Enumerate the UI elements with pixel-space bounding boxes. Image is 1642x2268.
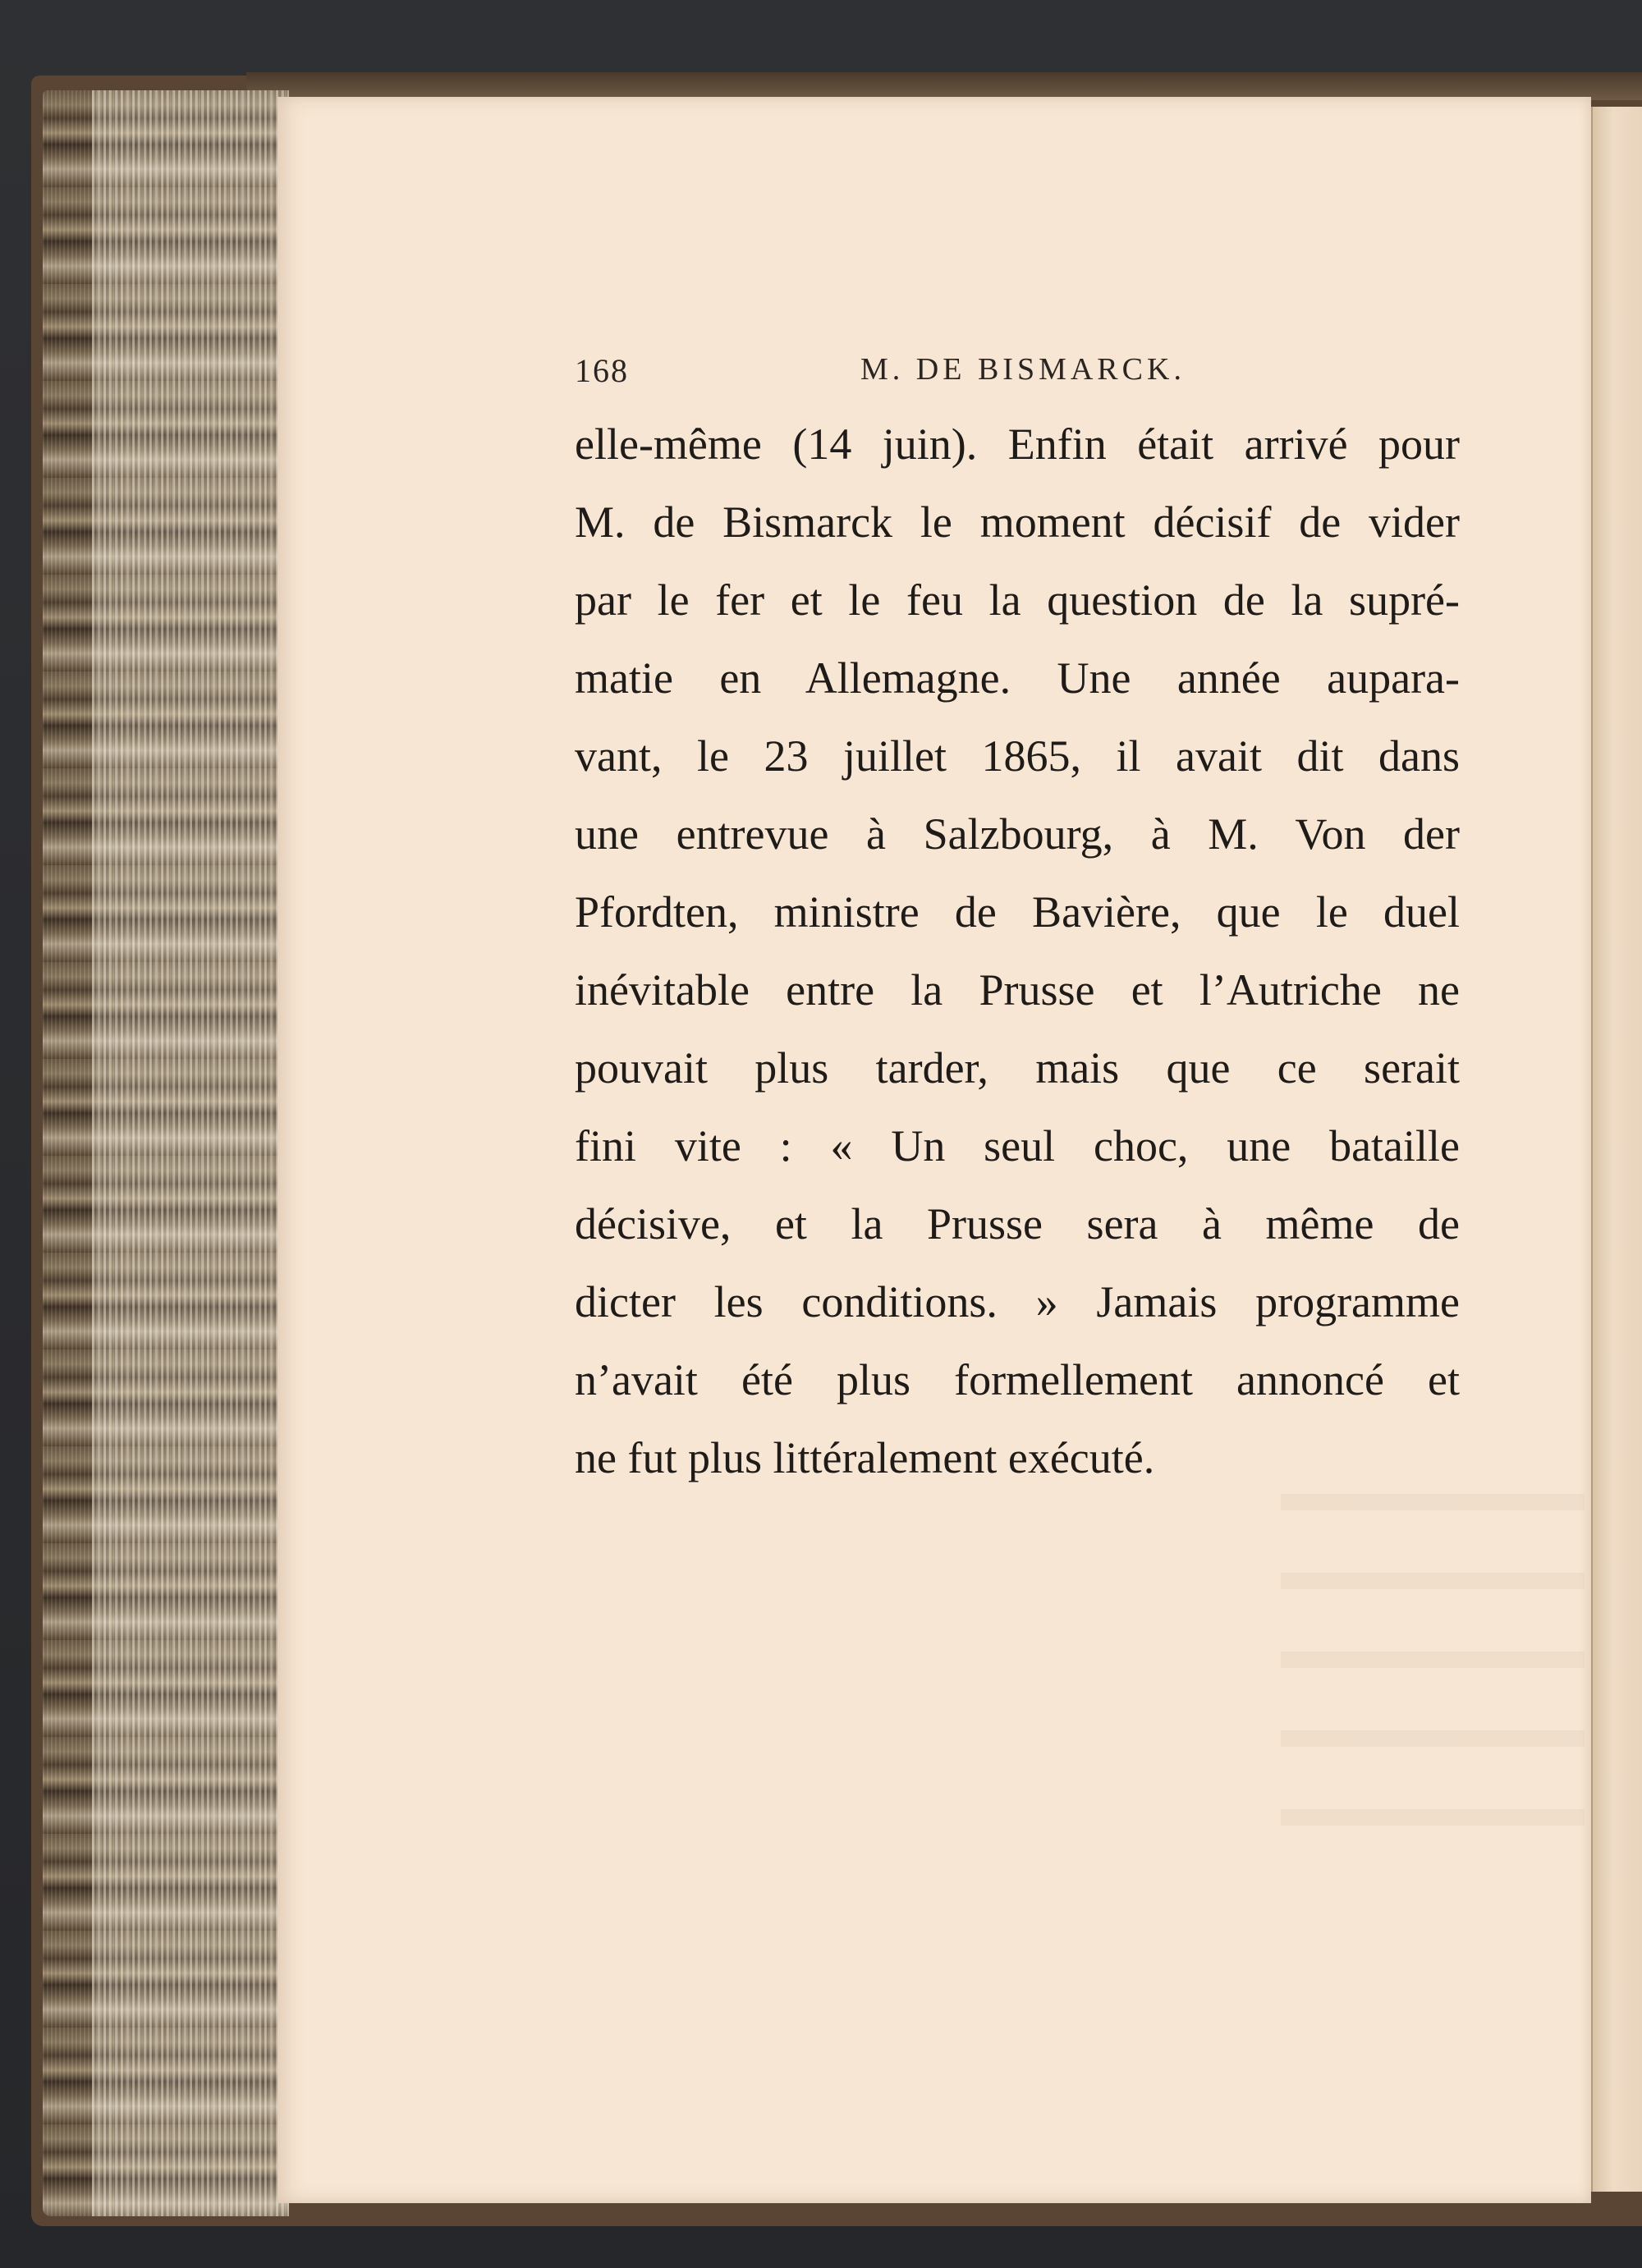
text-line: une entrevue à Salzbourg, à M. Von der xyxy=(575,809,1460,859)
body-paragraph xyxy=(575,405,1460,1497)
page-number: 168 xyxy=(575,352,629,389)
facing-page-edge xyxy=(1591,107,1642,2192)
text-line: vant, le 23 juillet 1865, il avait dit dans xyxy=(575,731,1460,781)
text-line: matie en Allemagne. Une année aupara- xyxy=(575,653,1460,703)
binding-top-strip xyxy=(246,72,1642,100)
text-line: pouvait plus tarder, mais que ce serait xyxy=(575,1043,1460,1093)
text-line: n’avait été plus formellement annoncé et xyxy=(575,1355,1460,1404)
marbled-page-edges xyxy=(43,90,289,2216)
bleed-through-text xyxy=(1281,1445,1585,1855)
text-line: M. de Bismarck le moment décisif de vider xyxy=(575,497,1460,547)
text-line: Pfordten, ministre de Bavière, que le duel xyxy=(575,887,1460,937)
text-line: inévitable entre la Prusse et l’Autriche ne xyxy=(575,965,1460,1015)
running-head: M. DE BISMARCK. xyxy=(860,352,1186,387)
page-header xyxy=(575,351,1448,401)
text-line: dicter les conditions. » Jamais programme xyxy=(575,1277,1460,1326)
text-line: par le fer et le feu la question de la supré- xyxy=(575,575,1460,625)
text-line: elle-même (14 juin). Enfin était arrivé pour xyxy=(575,419,1460,469)
text-line: fini vite : « Un seul choc, une bataille xyxy=(575,1121,1460,1171)
text-line: décisive, et la Prusse sera à même de xyxy=(575,1199,1460,1249)
text-line-last: ne fut plus littéralement exécuté. xyxy=(575,1433,1155,1482)
